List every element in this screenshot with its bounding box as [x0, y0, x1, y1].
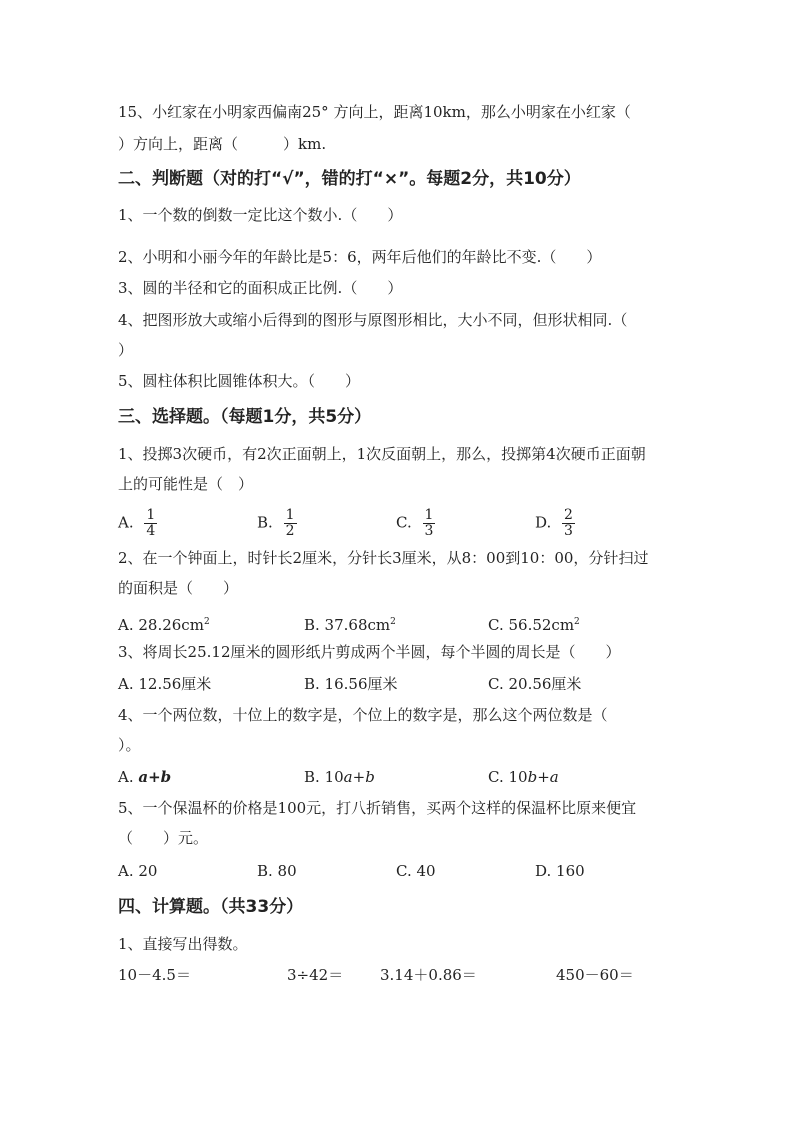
- fraction: $\frac{2}{3}$: [564, 507, 573, 539]
- fraction: $\frac{1}{4}$: [146, 507, 156, 539]
- judge-item-2: 2、小明和小丽今年的年龄比是5：6，两年后他们的年龄比不变.（ ）: [118, 248, 602, 266]
- section3-title: 三、选择题。（每题1分，共5分）: [118, 407, 372, 427]
- choice-q3-line1: 3、将周长25.12厘米的圆形纸片剪成两个半圆，每个半圆的周长是（ ）: [118, 643, 621, 661]
- choice-q5-option-c: C. 40: [396, 862, 436, 880]
- choice-q4-option-a: A. a+b: [118, 768, 172, 786]
- choice-q5-line1: 5、一个保温杯的价格是100元，打八折销售，买两个这样的保温杯比原来便宜: [118, 799, 637, 817]
- q15-line1: 15、小红家在小明家西偏南25° 方向上，距离10km，那么小明家在小红家（: [118, 103, 631, 121]
- choice-q5-option-a: A. 20: [118, 862, 158, 880]
- choice-q2-line2: 的面积是（ ）: [118, 579, 239, 597]
- calc-item-1: 10－4.5＝: [118, 966, 191, 984]
- judge-item-5: 5、圆柱体积比圆锥体积大。（ ）: [118, 372, 361, 390]
- choice-q5-option-d: D. 160: [535, 862, 585, 880]
- choice-q2-line1: 2、在一个钟面上，时针长2厘米，分针长3厘米，从8：00到10：00，分针扫过: [118, 549, 649, 567]
- section4-title: 四、计算题。（共33分）: [118, 897, 304, 917]
- choice-q1-option-c: C. $\frac{1}{3}$: [396, 507, 434, 539]
- choice-q1-option-d: D. $\frac{2}{3}$: [535, 507, 573, 539]
- calc-item-2: 3÷42＝: [287, 966, 344, 984]
- choice-q5-line2: （ ）元。: [118, 829, 209, 847]
- judge-item-3: 3、圆的半径和它的面积成正比例.（ ）: [118, 279, 403, 297]
- judge-item-4: 4、把图形放大或缩小后得到的图形与原图形相比，大小不同，但形状相同.（: [118, 311, 628, 329]
- choice-q3-option-c: C. 20.56厘米: [488, 675, 582, 693]
- q15-line2: ）方向上，距离（ ）km.: [118, 135, 327, 153]
- choice-q1-line2: 上的可能性是（ ）: [118, 475, 254, 493]
- choice-q3-option-a: A. 12.56厘米: [118, 675, 212, 693]
- choice-q5-option-b: B. 80: [257, 862, 297, 880]
- choice-q1-line1: 1、投掷3次硬币，有2次正面朝上，1次反面朝上，那么，投掷第4次硬币正面朝: [118, 445, 646, 463]
- calc-item-4: 450－60＝: [556, 966, 634, 984]
- choice-q4-option-b: B. 10a+b: [304, 768, 375, 786]
- fraction: $\frac{1}{3}$: [424, 507, 434, 539]
- choice-q4-line2: ）。: [118, 736, 141, 754]
- choice-q2-option-b: B. $37.68cm^2$: [304, 616, 396, 634]
- judge-item-1: 1、一个数的倒数一定比这个数小.（ ）: [118, 206, 403, 224]
- calc-q1: 1、直接写出得数。: [118, 935, 248, 953]
- choice-q2-option-c: C. $56.52cm^2$: [488, 616, 580, 634]
- choice-q4-option-c: C. 10b+a: [488, 768, 559, 786]
- calc-item-3: 3.14＋0.86＝: [380, 966, 477, 984]
- choice-q4-line1: 4、一个两位数，十位上的数字是，个位上的数字是，那么这个两位数是（: [118, 706, 608, 724]
- section2-title: 二、判断题（对的打“√”，错的打“×”。每题2分，共10分）: [118, 169, 581, 189]
- choice-q1-option-b: B. $\frac{1}{2}$: [257, 507, 295, 539]
- choice-q3-option-b: B. 16.56厘米: [304, 675, 398, 693]
- choice-q1-option-a: A. $\frac{1}{4}$: [118, 507, 156, 539]
- choice-q2-option-a: A. $28.26cm^2$: [118, 616, 210, 634]
- judge-item-4-cont: ）: [118, 341, 134, 359]
- fraction: $\frac{1}{2}$: [285, 507, 295, 539]
